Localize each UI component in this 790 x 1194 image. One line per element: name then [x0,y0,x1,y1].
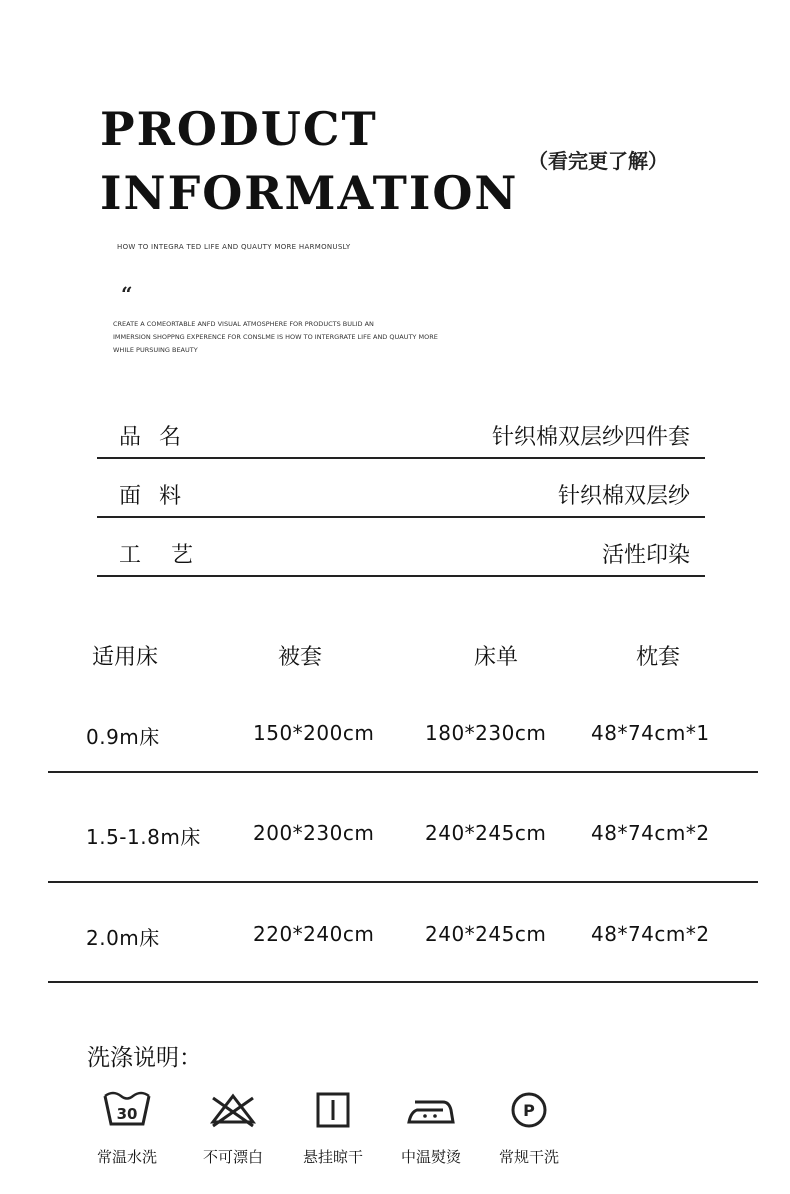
care-item-hang-dry [288,1088,378,1167]
care-item-wash [82,1088,172,1167]
care-item-no-bleach [188,1088,278,1167]
spec-value: 针织棉双层纱 [557,484,690,509]
size-header-bed: 适用床 [92,645,159,670]
care-title: 洗涤说明： [87,1045,202,1071]
spec-label: 品名 [119,425,200,450]
intro-line: WHILE PURSUING BEAUTY [113,346,198,354]
spec-value: 针织棉双层纱四件套 [491,425,690,450]
title-note: （看完更了解） [528,149,668,173]
size-cell-pillowcase: 48*74cm*1 [591,721,710,745]
size-cell-sheet: 240*245cm [425,821,547,845]
row-divider [48,981,758,983]
spec-row-craft [97,537,705,577]
intro-text [113,318,553,357]
size-header-duvet: 被套 [278,645,323,670]
quote-mark: “ [121,282,133,306]
spec-value: 活性印染 [601,543,690,568]
row-divider [48,881,758,883]
dry-clean-icon [501,1088,557,1132]
dry-clean-solvent: P [523,1101,535,1120]
wash-temperature: 30 [116,1105,138,1123]
size-cell-sheet: 180*230cm [425,721,547,745]
size-cell-bed: 2.0m床 [86,926,160,950]
size-cell-sheet: 240*245cm [425,922,547,946]
care-label: 常规干洗 [498,1148,559,1166]
size-header-pillowcase: 枕套 [636,645,681,670]
spec-row-fabric [97,478,705,518]
spec-label: 面料 [119,484,200,509]
hang-dry-icon [305,1088,361,1132]
intro-line: IMMERSION SHOPPNG EXPERENCE FOR CONSLME IS HOW TO INTERGRATE LIFE AND QUAUTY MORE [113,333,438,341]
page-title-line-2: INFORMATION [100,166,519,220]
size-cell-duvet: 200*230cm [253,821,375,845]
care-label: 常温水洗 [96,1148,157,1166]
spec-label: 工艺 [119,543,224,568]
intro-line: CREATE A COMEORTABLE ANFD VISUAL ATMOSPHERE FOR PRODUCTS BULID AN [113,320,374,328]
care-item-dry-clean [484,1088,574,1167]
spec-row-product-name [97,419,705,459]
care-label: 悬挂晾干 [302,1148,363,1166]
no-bleach-icon [205,1088,261,1132]
size-cell-duvet: 220*240cm [253,922,375,946]
size-cell-bed: 1.5-1.8m床 [86,825,201,849]
size-cell-pillowcase: 48*74cm*2 [591,922,710,946]
size-header-sheet: 床单 [474,645,519,670]
size-cell-duvet: 150*200cm [253,721,375,745]
care-label: 中温熨烫 [400,1148,461,1166]
page-title-line-1: PRODUCT [100,102,378,156]
size-cell-pillowcase: 48*74cm*2 [591,821,710,845]
tagline: HOW TO INTEGRA TED LIFE AND QUAUTY MORE HARMONUSLY [117,243,351,251]
size-cell-bed: 0.9m床 [86,725,160,749]
wash-30-icon [99,1088,155,1132]
row-divider [48,771,758,773]
care-label: 不可漂白 [202,1148,263,1166]
care-item-iron [386,1088,476,1167]
iron-medium-icon [403,1088,459,1132]
